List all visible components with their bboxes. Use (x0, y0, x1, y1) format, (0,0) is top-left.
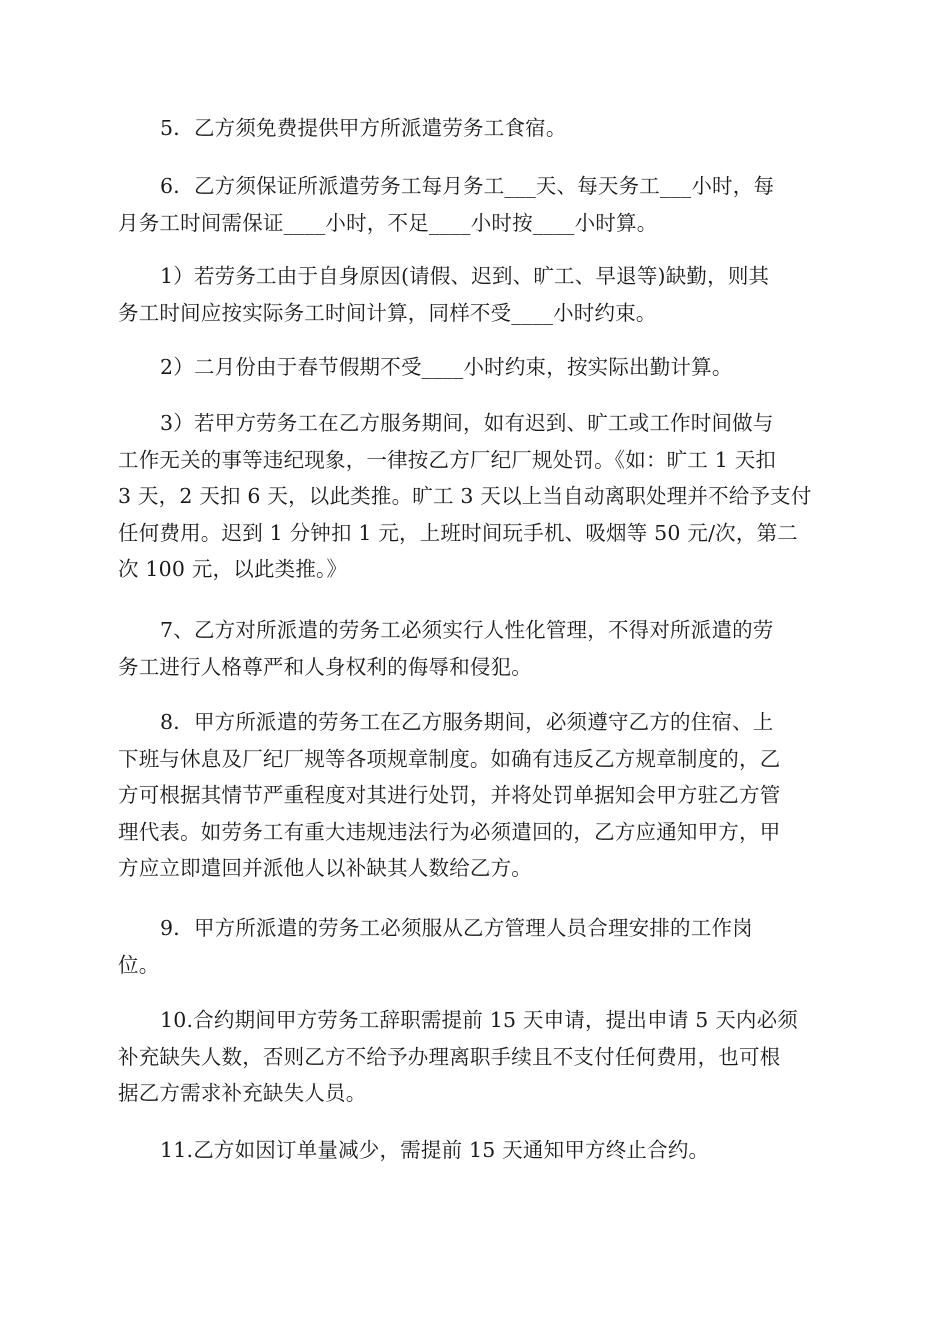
clause-11 (118, 1132, 838, 1169)
clause-line: 3 天，2 天扣 6 天，以此类推。旷工 3 天以上当自动离职处理并不给予支付 (118, 484, 812, 508)
clause-line: 9．甲方所派遣的劳务工必须服从乙方管理人员合理安排的工作岗 (160, 916, 753, 940)
clause-6-item-2 (118, 349, 838, 386)
clause-6-item-3 (118, 405, 838, 588)
clause-line: 补充缺失人数，否则乙方不给予办理离职手续且不支付任何费用，也可根 (118, 1044, 781, 1069)
clause-7 (118, 612, 838, 685)
clause-line: 任何费用。迟到 1 分钟扣 1 元，上班时间玩手机、吸烟等 50 元/次，第二 (118, 520, 798, 545)
clause-line: 3）若甲方劳务工在乙方服务期间，如有迟到、旷工或工作时间做与 (160, 411, 774, 435)
clause-line: 务工时间应按实际务工时间计算，同样不受____小时约束。 (118, 300, 657, 325)
clause-line: 1）若劳务工由于自身原因(请假、迟到、旷工、早退等)缺勤，则其 (160, 264, 770, 288)
clause-6 (118, 168, 838, 241)
clause-line: 10.合约期间甲方劳务工辞职需提前 15 天申请，提出申请 5 天内必须 (160, 1008, 798, 1032)
clause-line: 务工进行人格尊严和人身权利的侮辱和侵犯。 (118, 654, 532, 679)
clause-line: 11.乙方如因订单量减少，需提前 15 天通知甲方终止合约。 (160, 1138, 710, 1162)
clause-line: 下班与休息及厂纪厂规等各项规章制度。如确有违反乙方规章制度的，乙 (118, 746, 781, 771)
clause-line: 次 100 元，以此类推。》 (118, 557, 348, 581)
clause-line: 月务工时间需保证____小时，不足____小时按____小时算。 (118, 210, 658, 235)
clause-10 (118, 1002, 838, 1112)
clause-line: 5．乙方须免费提供甲方所派遣劳务工食宿。 (160, 116, 567, 140)
clause-line: 据乙方需求补充缺失人员。 (118, 1081, 367, 1105)
clause-line: 位。 (118, 952, 160, 977)
clause-6-item-1 (118, 258, 838, 331)
clause-line: 2）二月份由于春节假期不受____小时约束，按实际出勤计算。 (160, 355, 733, 379)
clause-line: 7、乙方对所派遣的劳务工必须实行人性化管理，不得对所派遣的劳 (160, 618, 774, 642)
clause-line: 方可根据其情节严重程度对其进行处罚，并将处罚单据知会甲方驻乙方管 (118, 783, 781, 807)
clause-line: 理代表。如劳务工有重大违规违法行为必须遣回的，乙方应通知甲方，甲 (118, 819, 781, 844)
clause-line: 8．甲方所派遣的劳务工在乙方服务期间，必须遵守乙方的住宿、上 (160, 710, 774, 734)
clause-8 (118, 704, 838, 887)
clause-line: 工作无关的事等违纪现象，一律按乙方厂纪厂规处罚。《如：旷工 1 天扣 (118, 447, 777, 472)
clause-line: 方应立即遣回并派他人以补缺其人数给乙方。 (118, 856, 532, 880)
clause-9 (118, 910, 838, 983)
clause-line: 6．乙方须保证所派遣劳务工每月务工___天、每天务工___小时，每 (160, 174, 775, 198)
clause-5 (118, 110, 838, 147)
